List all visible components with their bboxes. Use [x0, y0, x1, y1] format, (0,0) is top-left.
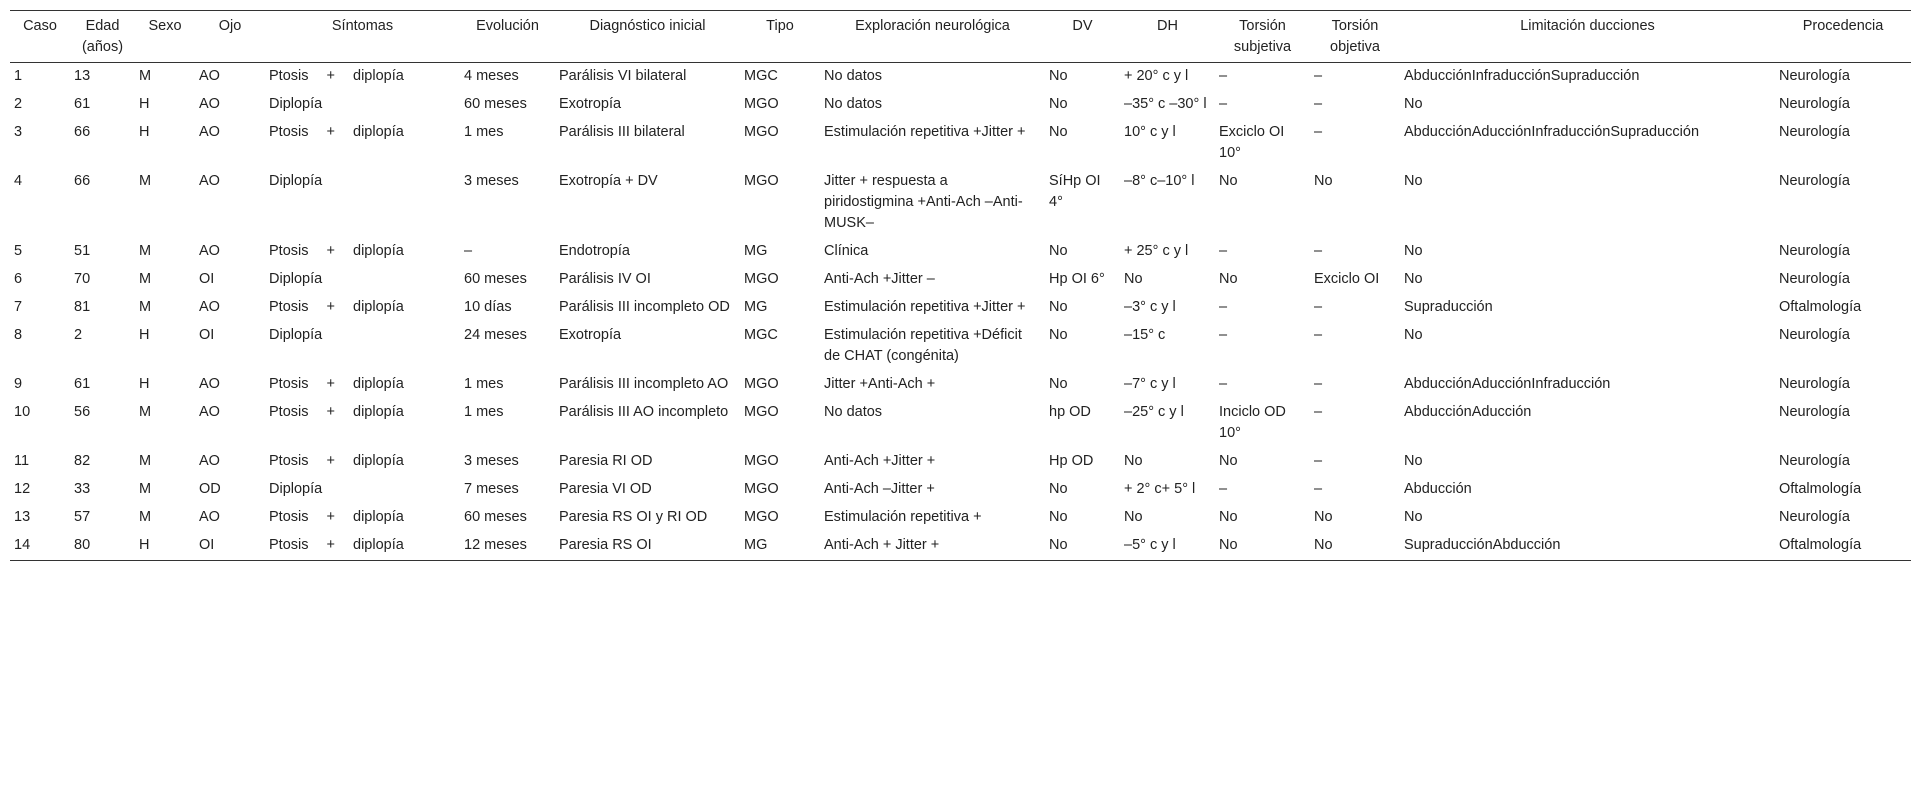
sexo-cell: M [139, 68, 152, 84]
ojo-cell: AO [199, 124, 220, 140]
header-row [10, 11, 1911, 63]
col-torsion-subjetiva: Torsión subjetiva [1215, 11, 1310, 63]
ojo-cell: AO [199, 299, 220, 315]
sexo-cell: H [139, 376, 150, 392]
ojo-cell: AO [199, 376, 220, 392]
torsion-subjetiva-cell: No [1219, 509, 1238, 525]
tipo-cell: MGO [744, 453, 779, 469]
exploracion-cell: No datos [824, 96, 883, 112]
exploracion-cell: Anti-Ach + Jitter + [820, 532, 1045, 561]
tipo-cell: MGC [744, 68, 778, 84]
dv-cell: Hp OD [1049, 453, 1094, 469]
sexo-cell: M [139, 173, 152, 189]
evolucion-cell: 24 meses [464, 327, 527, 343]
limitacion-cell: No [1404, 243, 1423, 259]
dh-cell: –8° c–10° l [1124, 173, 1195, 189]
table-row [10, 168, 1911, 238]
diagnostico-cell: Paresia VI OD [559, 481, 652, 497]
limitacion-cell: AbducciónAducciónInfraducción [1404, 376, 1611, 392]
exploracion-cell: Estimulación repetitiva + [824, 509, 982, 525]
table-row [10, 532, 1911, 561]
table-row [10, 504, 1911, 532]
torsion-objetiva-cell: – [1314, 404, 1323, 420]
tipo-cell: MG [744, 299, 768, 315]
exploracion-cell: Estimulación repetitiva +Jitter + [824, 299, 1026, 315]
diagnostico-cell: Parálisis IV OI [559, 271, 651, 287]
table-row [10, 294, 1911, 322]
evolucion-cell: 1 mes [464, 124, 504, 140]
caso-cell: 14 [10, 532, 70, 561]
procedencia-cell: Neurología [1779, 173, 1850, 189]
dv-cell: No [1049, 124, 1068, 140]
col-procedencia: Procedencia [1775, 11, 1911, 63]
edad-cell: 61 [74, 96, 91, 112]
sexo-cell: M [139, 299, 152, 315]
table-row [10, 448, 1911, 476]
col-limitacion: Limitación ducciones [1400, 11, 1775, 63]
torsion-objetiva-cell: No [1310, 532, 1400, 561]
procedencia-cell: Neurología [1779, 509, 1850, 525]
dv-cell: No [1049, 243, 1068, 259]
caso-cell: 10 [14, 404, 31, 420]
torsion-subjetiva-cell: Inciclo OD 10° [1219, 404, 1286, 441]
diagnostico-cell: Parálisis III AO incompleto [559, 404, 729, 420]
dv-cell: No [1049, 327, 1068, 343]
torsion-objetiva-cell: – [1314, 327, 1323, 343]
diagnostico-cell: Paresia RS OI y RI OD [559, 509, 708, 525]
torsion-subjetiva-cell: – [1219, 68, 1228, 84]
diagnostico-cell: Endotropía [559, 243, 630, 259]
tipo-cell: MG [740, 532, 820, 561]
torsion-subjetiva-cell: No [1219, 173, 1238, 189]
sintomas-cell: Diplopía [269, 96, 323, 112]
edad-cell: 66 [74, 173, 91, 189]
edad-cell: 82 [74, 453, 91, 469]
limitacion-cell: No [1404, 173, 1423, 189]
ojo-cell: OI [195, 532, 265, 561]
torsion-subjetiva-cell: – [1219, 481, 1228, 497]
clinical-cases-table [10, 10, 1911, 561]
table-row [10, 266, 1911, 294]
sexo-cell: M [139, 453, 152, 469]
diagnostico-cell: Paresia RI OD [559, 453, 653, 469]
edad-cell: 51 [74, 243, 91, 259]
torsion-subjetiva-cell: No [1219, 453, 1238, 469]
torsion-subjetiva-cell: – [1219, 327, 1228, 343]
col-sexo: Sexo [135, 11, 195, 63]
procedencia-cell: Oftalmología [1779, 299, 1862, 315]
torsion-objetiva-cell: – [1314, 481, 1323, 497]
tipo-cell: MGC [744, 327, 778, 343]
table-row [10, 399, 1911, 448]
sintomas-cell: Ptosis + diplopía [269, 124, 404, 140]
sintomas-cell: Diplopía [269, 481, 323, 497]
ojo-cell: OI [199, 327, 215, 343]
torsion-objetiva-cell: – [1314, 453, 1323, 469]
sintomas-cell: Ptosis + diplopía [269, 243, 404, 259]
exploracion-cell: No datos [824, 404, 883, 420]
col-exploracion: Exploración neurológica [820, 11, 1045, 63]
dv-cell: No [1049, 376, 1068, 392]
tipo-cell: MGO [744, 376, 779, 392]
dh-cell: –5° c y l [1120, 532, 1215, 561]
dv-cell: No [1049, 96, 1068, 112]
torsion-objetiva-cell: – [1314, 124, 1323, 140]
evolucion-cell: 12 meses [460, 532, 555, 561]
table-row [10, 371, 1911, 399]
exploracion-cell: Clínica [824, 243, 869, 259]
tipo-cell: MG [744, 243, 768, 259]
table-row [10, 476, 1911, 504]
edad-cell: 80 [70, 532, 135, 561]
table-body [10, 63, 1911, 561]
caso-cell: 13 [14, 509, 31, 525]
caso-cell: 12 [14, 481, 31, 497]
table-row [10, 119, 1911, 168]
caso-cell: 7 [14, 299, 23, 315]
col-dh: DH [1120, 11, 1215, 63]
dh-cell: 10° c y l [1124, 124, 1176, 140]
dv-cell: No [1045, 532, 1120, 561]
sintomas-cell: Ptosis + diplopía [269, 299, 404, 315]
sexo-cell: H [139, 124, 150, 140]
edad-cell: 56 [74, 404, 91, 420]
ojo-cell: AO [199, 509, 220, 525]
exploracion-cell: Anti-Ach +Jitter + [824, 453, 936, 469]
col-dv: DV [1045, 11, 1120, 63]
caso-cell: 9 [14, 376, 23, 392]
edad-cell: 66 [74, 124, 91, 140]
evolucion-cell: 3 meses [464, 453, 519, 469]
diagnostico-cell: Parálisis III bilateral [559, 124, 685, 140]
tipo-cell: MGO [744, 481, 779, 497]
sexo-cell: M [139, 271, 152, 287]
torsion-subjetiva-cell: – [1219, 376, 1228, 392]
ojo-cell: OI [199, 271, 215, 287]
ojo-cell: AO [199, 173, 220, 189]
edad-cell: 13 [74, 68, 91, 84]
table-row [10, 91, 1911, 119]
dv-cell: Hp OI 6° [1049, 271, 1105, 287]
col-caso: Caso [10, 11, 70, 63]
torsion-subjetiva-cell: – [1219, 243, 1228, 259]
torsion-objetiva-cell: – [1314, 376, 1323, 392]
dv-cell: No [1049, 68, 1068, 84]
ojo-cell: AO [199, 404, 220, 420]
sintomas-cell: Ptosis + diplopía [269, 453, 404, 469]
dh-cell: + 2° c+ 5° l [1124, 481, 1196, 497]
sexo-cell: M [139, 509, 152, 525]
caso-cell: 1 [14, 68, 23, 84]
diagnostico-cell: Exotropía + DV [559, 173, 658, 189]
limitacion-cell: No [1404, 453, 1423, 469]
sintomas-cell: Diplopía [269, 327, 323, 343]
table-row [10, 238, 1911, 266]
exploracion-cell: Estimulación repetitiva +Déficit de CHAT (congénita) [824, 327, 1022, 364]
evolucion-cell: 10 días [464, 299, 512, 315]
dh-cell: –35° c –30° l [1124, 96, 1207, 112]
diagnostico-cell: Parálisis VI bilateral [559, 68, 687, 84]
torsion-objetiva-cell: No [1314, 509, 1333, 525]
ojo-cell: AO [199, 68, 220, 84]
edad-cell: 70 [74, 271, 91, 287]
torsion-objetiva-cell: – [1314, 243, 1323, 259]
evolucion-cell: 4 meses [464, 68, 519, 84]
col-edad: Edad (años) [70, 11, 135, 63]
ojo-cell: AO [199, 243, 220, 259]
tipo-cell: MGO [744, 509, 779, 525]
tipo-cell: MGO [744, 96, 779, 112]
diagnostico-cell: Exotropía [559, 96, 622, 112]
dv-cell: hp OD [1049, 404, 1091, 420]
dh-cell: + 20° c y l [1124, 68, 1189, 84]
torsion-subjetiva-cell: No [1219, 271, 1238, 287]
evolucion-cell: 60 meses [464, 271, 527, 287]
dh-cell: No [1124, 509, 1143, 525]
procedencia-cell: Neurología [1779, 376, 1850, 392]
evolucion-cell: – [464, 243, 473, 259]
sexo-cell: M [139, 404, 152, 420]
limitacion-cell: Supraducción [1404, 299, 1493, 315]
torsion-objetiva-cell: Exciclo OI [1314, 271, 1380, 287]
torsion-objetiva-cell: – [1314, 68, 1323, 84]
diagnostico-cell: Exotropía [559, 327, 622, 343]
torsion-objetiva-cell: – [1314, 299, 1323, 315]
ojo-cell: AO [199, 96, 220, 112]
procedencia-cell: Neurología [1779, 271, 1850, 287]
caso-cell: 5 [14, 243, 23, 259]
sexo-cell: M [139, 243, 152, 259]
dv-cell: SíHp OI 4° [1049, 173, 1101, 210]
procedencia-cell: Neurología [1779, 453, 1850, 469]
evolucion-cell: 60 meses [464, 96, 527, 112]
col-ojo: Ojo [195, 11, 265, 63]
limitacion-cell: SupraducciónAbducción [1400, 532, 1775, 561]
dv-cell: No [1049, 299, 1068, 315]
caso-cell: 3 [14, 124, 23, 140]
table-row [10, 63, 1911, 92]
procedencia-cell: Neurología [1779, 404, 1850, 420]
tipo-cell: MGO [744, 404, 779, 420]
exploracion-cell: Jitter +Anti-Ach + [824, 376, 936, 392]
diagnostico-cell: Parálisis III incompleto AO [559, 376, 729, 392]
limitacion-cell: AbducciónAducciónInfraducciónSupraducción [1404, 124, 1700, 140]
sintomas-cell: Ptosis + diplopía [269, 404, 404, 420]
dh-cell: No [1124, 453, 1143, 469]
sintomas-cell: Diplopía [269, 173, 323, 189]
limitacion-cell: No [1404, 327, 1423, 343]
procedencia-cell: Neurología [1779, 327, 1850, 343]
torsion-subjetiva-cell: – [1219, 299, 1228, 315]
sexo-cell: M [139, 481, 152, 497]
evolucion-cell: 1 mes [464, 404, 504, 420]
caso-cell: 4 [14, 173, 23, 189]
edad-cell: 33 [74, 481, 91, 497]
torsion-objetiva-cell: No [1314, 173, 1333, 189]
col-torsion-objetiva: Torsión objetiva [1310, 11, 1400, 63]
procedencia-cell: Oftalmología [1775, 532, 1911, 561]
col-diagnostico: Diagnóstico inicial [555, 11, 740, 63]
tipo-cell: MGO [744, 124, 779, 140]
sintomas-cell: Ptosis + diplopía [269, 376, 404, 392]
tipo-cell: MGO [744, 271, 779, 287]
torsion-subjetiva-cell: – [1219, 96, 1228, 112]
limitacion-cell: No [1404, 271, 1423, 287]
torsion-subjetiva-cell: Exciclo OI 10° [1219, 124, 1285, 161]
torsion-objetiva-cell: – [1314, 96, 1323, 112]
exploracion-cell: Anti-Ach +Jitter – [824, 271, 935, 287]
limitacion-cell: No [1404, 509, 1423, 525]
limitacion-cell: AbducciónInfraducciónSupraducción [1404, 68, 1640, 84]
sexo-cell: H [135, 532, 195, 561]
evolucion-cell: 3 meses [464, 173, 519, 189]
edad-cell: 61 [74, 376, 91, 392]
procedencia-cell: Neurología [1779, 124, 1850, 140]
procedencia-cell: Neurología [1779, 96, 1850, 112]
procedencia-cell: Neurología [1779, 68, 1850, 84]
exploracion-cell: Anti-Ach –Jitter + [824, 481, 935, 497]
sexo-cell: H [139, 96, 150, 112]
col-tipo: Tipo [740, 11, 820, 63]
table-row [10, 322, 1911, 371]
sintomas-cell: Diplopía [269, 271, 323, 287]
diagnostico-cell: Paresia RS OI [555, 532, 740, 561]
dh-cell: –7° c y l [1124, 376, 1176, 392]
ojo-cell: AO [199, 453, 220, 469]
caso-cell: 2 [14, 96, 23, 112]
col-sintomas: Síntomas [265, 11, 460, 63]
exploracion-cell: No datos [824, 68, 883, 84]
evolucion-cell: 1 mes [464, 376, 504, 392]
dh-cell: –25° c y l [1124, 404, 1184, 420]
procedencia-cell: Oftalmología [1779, 481, 1862, 497]
sexo-cell: H [139, 327, 150, 343]
dh-cell: –3° c y l [1124, 299, 1176, 315]
table-container [10, 10, 1911, 561]
dh-cell: No [1124, 271, 1143, 287]
diagnostico-cell: Parálisis III incompleto OD [559, 299, 730, 315]
edad-cell: 81 [74, 299, 91, 315]
exploracion-cell: Estimulación repetitiva +Jitter + [824, 124, 1026, 140]
table-header [10, 11, 1911, 63]
tipo-cell: MGO [744, 173, 779, 189]
dh-cell: + 25° c y l [1124, 243, 1189, 259]
edad-cell: 2 [74, 327, 83, 343]
exploracion-cell: Jitter + respuesta a piridostigmina +Anti-Ach –Anti-MUSK– [824, 173, 1023, 231]
ojo-cell: OD [199, 481, 221, 497]
caso-cell: 8 [14, 327, 23, 343]
limitacion-cell: No [1404, 96, 1423, 112]
dv-cell: No [1049, 481, 1068, 497]
col-evolucion: Evolución [460, 11, 555, 63]
limitacion-cell: AbducciónAducción [1404, 404, 1532, 420]
sintomas-cell: Ptosis + diplopía [269, 68, 404, 84]
evolucion-cell: 7 meses [464, 481, 519, 497]
edad-cell: 57 [74, 509, 91, 525]
caso-cell: 6 [14, 271, 23, 287]
sintomas-cell: Ptosis + diplopía [269, 509, 404, 525]
procedencia-cell: Neurología [1779, 243, 1850, 259]
evolucion-cell: 60 meses [464, 509, 527, 525]
sintomas-cell: Ptosis + diplopía [265, 532, 460, 561]
torsion-subjetiva-cell: No [1215, 532, 1310, 561]
dh-cell: –15° c [1124, 327, 1166, 343]
dv-cell: No [1049, 509, 1068, 525]
limitacion-cell: Abducción [1404, 481, 1472, 497]
caso-cell: 11 [14, 453, 30, 469]
